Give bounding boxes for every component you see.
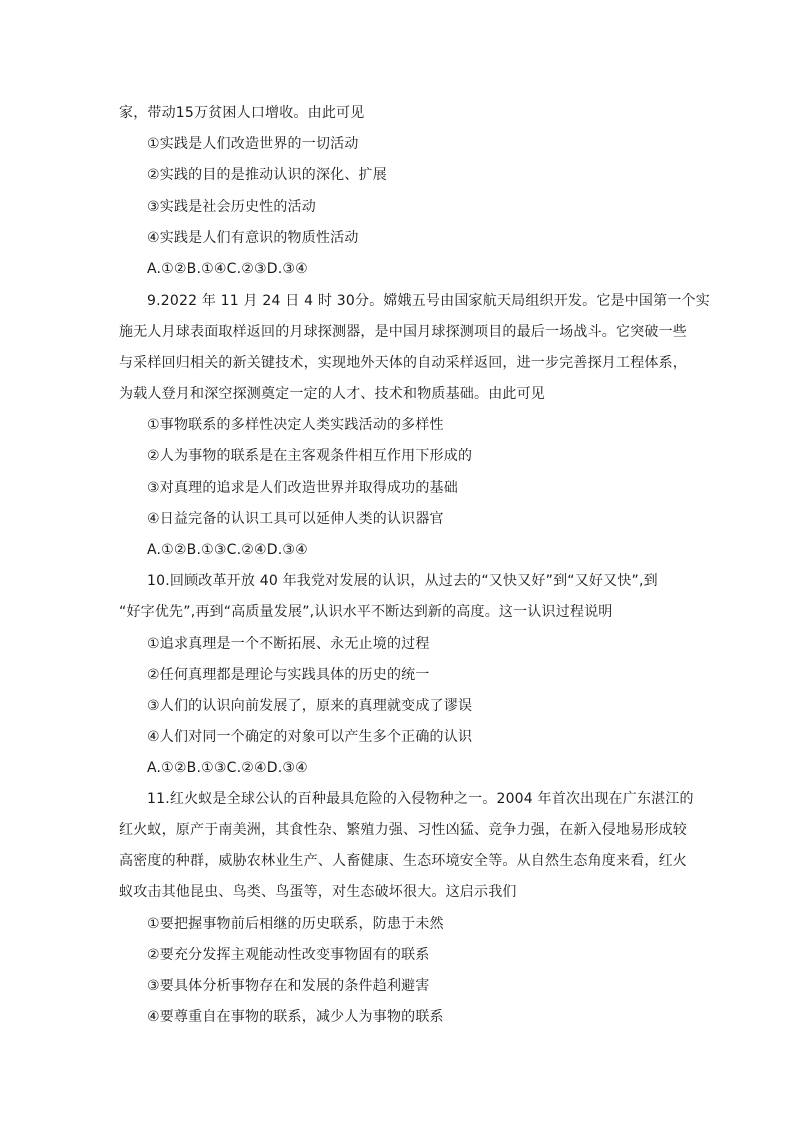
q8-option-4: ④实践是人们有意识的物质性活动 [147, 230, 359, 246]
q9-answer-choices: A.①②B.①③C.②④D.③④ [147, 542, 308, 558]
q10-option-4: ④人们对同一个确定的对象可以产生多个正确的认识 [147, 729, 473, 745]
q8-stem-tail: 家，带动15万贫困人口增收。由此可见 [119, 105, 365, 121]
q9-stem-line-4: 为载人登月和深空探测奠定一定的人才、技术和物质基础。由此可见 [119, 386, 545, 402]
q11-stem-line-2: 红火蚁，原产于南美洲，其食性杂、繁殖力强、习性凶猛、竞争力强，在新入侵地易形成较 [119, 822, 687, 838]
q10-stem-line-1: 10.回顾改革开放 40 年我党对发展的认识，从过去的“又快又好”到“又好又快”,到 [147, 573, 658, 589]
q9-stem-line-2: 施无人月球表面取样返回的月球探测器，是中国月球探测项目的最后一场战斗。它突破一些 [119, 324, 687, 340]
q9-option-3: ③对真理的追求是人们改造世界并取得成功的基础 [147, 480, 458, 496]
q10-stem-line-2: “好字优先”,再到“高质量发展”,认识水平不断达到新的高度。这一认识过程说明 [119, 604, 613, 620]
q8-option-2: ②实践的目的是推动认识的深化、扩展 [147, 167, 387, 183]
q9-option-2: ②人为事物的联系是在主客观条件相互作用下形成的 [147, 448, 473, 464]
q9-option-4: ④日益完备的认识工具可以延伸人类的认识器官 [147, 511, 444, 527]
q10-answer-choices: A.①②B.①③C.②④D.③④ [147, 760, 308, 776]
q11-stem-line-4: 蚁攻击其他昆虫、鸟类、鸟蛋等，对生态破坏很大。这启示我们 [119, 884, 517, 900]
q11-option-4: ④要尊重自在事物的联系，减少人为事物的联系 [147, 1009, 444, 1025]
q9-stem-line-3: 与采样回归相关的新关键技术，实现地外天体的自动采样返回，进一步完善探月工程体系， [119, 355, 687, 371]
q11-option-1: ①要把握事物前后相继的历史联系，防患于未然 [147, 916, 444, 932]
q9-stem-line-1: 9.2022 年 11 月 24 日 4 时 30分。嫦娥五号由国家航天局组织开发。它是中国第一个实 [147, 293, 710, 309]
q11-option-3: ③要具体分析事物存在和发展的条件趋利避害 [147, 978, 430, 994]
q8-answer-choices: A.①②B.①④C.②③D.③④ [147, 261, 308, 277]
q10-option-2: ②任何真理都是理论与实践具体的历史的统一 [147, 667, 430, 683]
q11-stem-line-1: 11.红火蚁是全球公认的百种最具危险的入侵物种之一。2004 年首次出现在广东湛江的 [147, 791, 694, 807]
q11-stem-line-3: 高密度的种群，威胁农林业生产、人畜健康、生态环境安全等。从自然生态角度来看，红火 [119, 853, 687, 869]
q8-option-3: ③实践是社会历史性的活动 [147, 199, 316, 215]
q11-option-2: ②要充分发挥主观能动性改变事物固有的联系 [147, 947, 430, 963]
q10-option-3: ③人们的认识向前发展了，原来的真理就变成了谬误 [147, 698, 473, 714]
q10-option-1: ①追求真理是一个不断拓展、永无止境的过程 [147, 636, 430, 652]
q9-option-1: ①事物联系的多样性决定人类实践活动的多样性 [147, 417, 444, 433]
q8-option-1: ①实践是人们改造世界的一切活动 [147, 136, 359, 152]
